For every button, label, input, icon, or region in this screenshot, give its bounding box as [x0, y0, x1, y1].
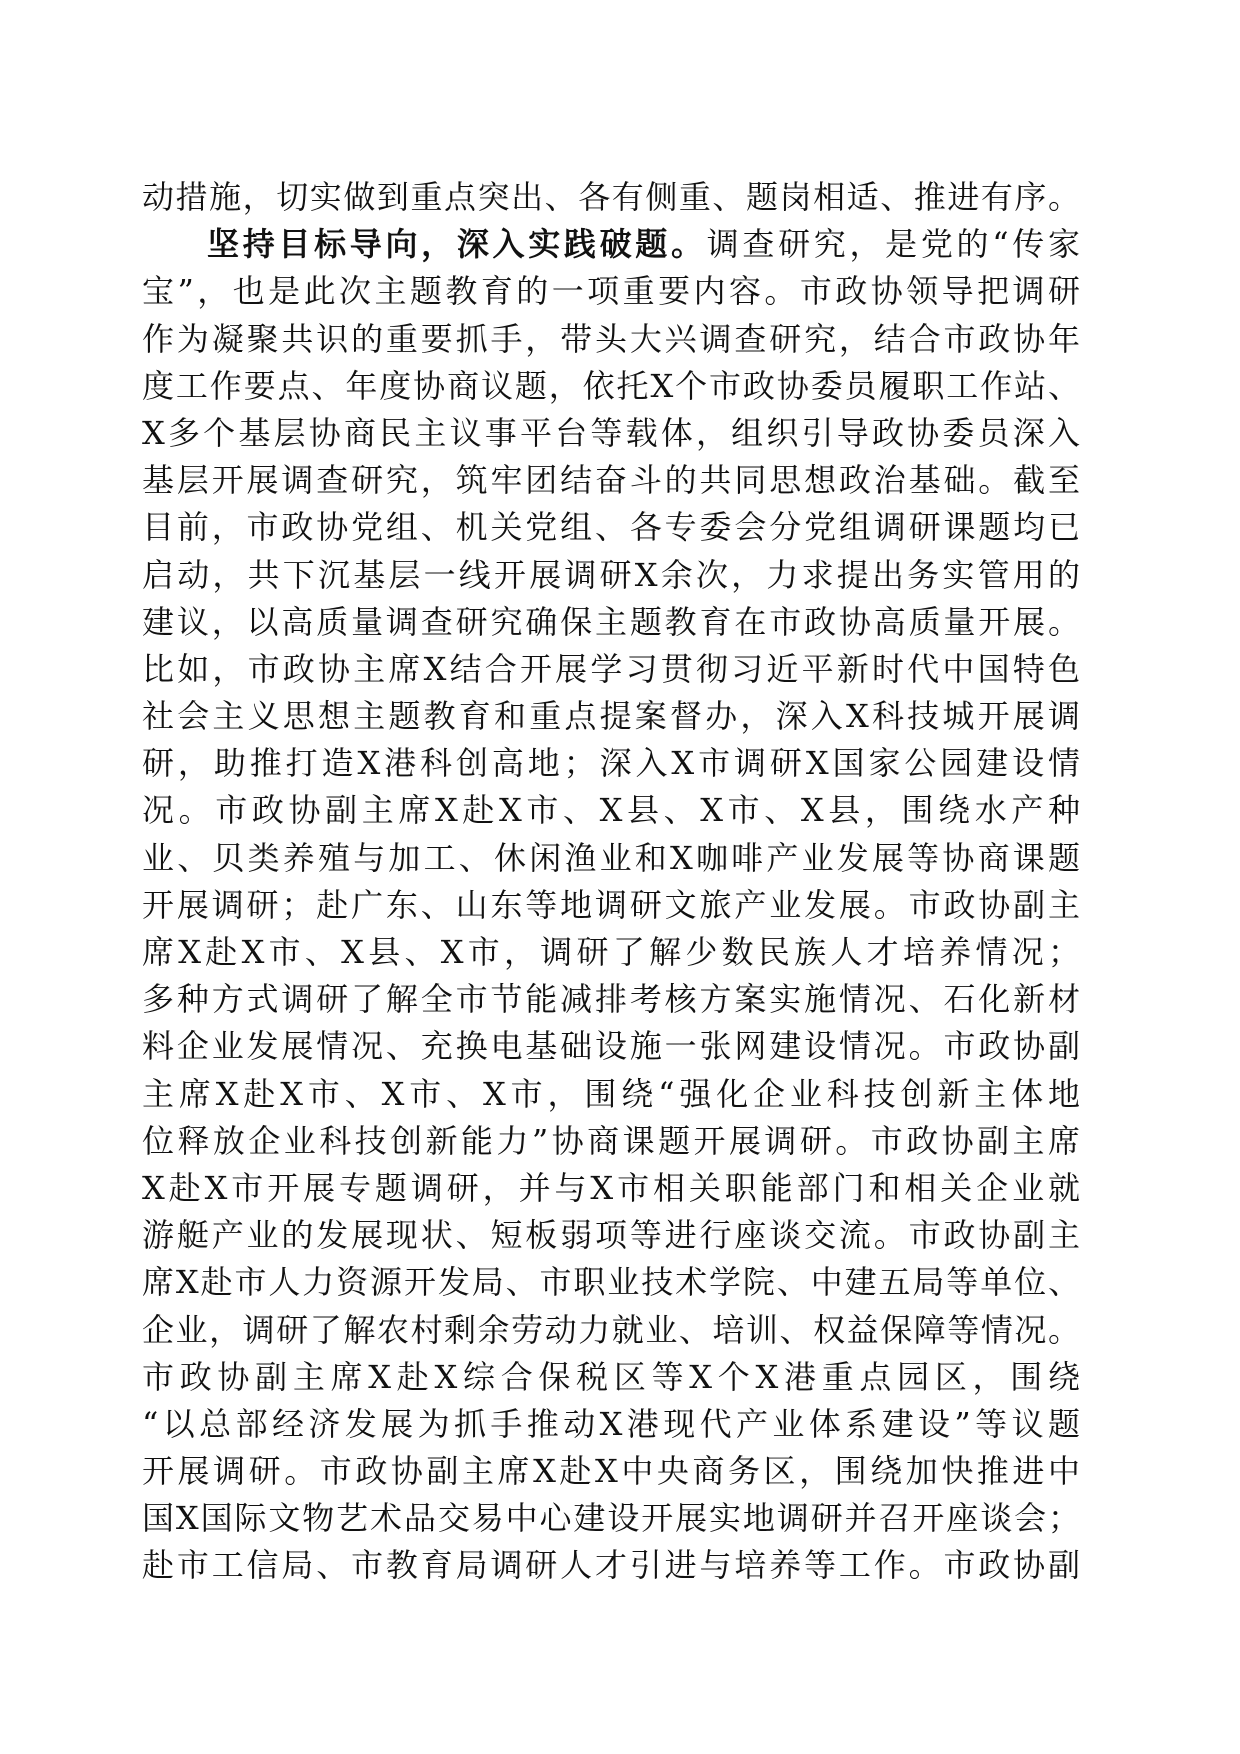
text-line: X赴X市开展专题调研，并与X市相关职能部门和相关企业就 [142, 1168, 1080, 1207]
text-line: 料企业发展情况、充换电基础设施一张网建设情况。市政协副 [142, 1027, 1080, 1066]
text-line: 席X赴市人力资源开发局、市职业技术学院、中建五局等单位、 [142, 1263, 1080, 1302]
text-line: 席X赴X市、X县、X市，调研了解少数民族人才培养情况； [142, 933, 1080, 971]
text-line: 建议，以高质量调查研究确保主题教育在市政协高质量开展。 [142, 602, 1080, 641]
text-line: 启动，共下沉基层一线开展调研X余次，力求提出务实管用的 [142, 555, 1080, 594]
section-heading: 坚持目标导向，深入实践破题。 [207, 225, 707, 264]
text-line: 游艇产业的发展现状、短板弱项等进行座谈交流。市政协副主 [142, 1216, 1080, 1255]
text-line: 位释放企业科技创新能力”协商课题开展调研。市政协副主席 [142, 1121, 1080, 1160]
text-line: 多种方式调研了解全市节能减排考核方案实施情况、石化新材 [142, 980, 1080, 1019]
text-line: 目前，市政协党组、机关党组、各专委会分党组调研课题均已 [142, 508, 1080, 547]
text-line: 动措施，切实做到重点突出、各有侧重、题岗相适、推进有序。 [142, 178, 1080, 216]
text-line: 市政协副主席X赴X综合保税区等X个X港重点园区，围绕 [142, 1357, 1080, 1396]
text-line: 国X国际文物艺术品交易中心建设开展实地调研并召开座谈会； [142, 1499, 1080, 1538]
text-line: 企业，调研了解农村剩余劳动力就业、培训、权益保障等情况。 [142, 1310, 1080, 1349]
text-line: 主席X赴X市、X市、X市，围绕“强化企业科技创新主体地 [142, 1074, 1080, 1113]
text-line: 开展调研。市政协副主席X赴X中央商务区，围绕加快推进中 [142, 1452, 1080, 1491]
text-line: 基层开展调查研究，筑牢团结奋斗的共同思想政治基础。截至 [142, 461, 1080, 500]
text-line: 赴市工信局、市教育局调研人才引进与培养等工作。市政协副 [142, 1546, 1080, 1585]
text-line: 作为凝聚共识的重要抓手，带头大兴调查研究，结合市政协年 [142, 319, 1080, 358]
text-line: “以总部经济发展为抓手推动X港现代产业体系建设”等议题 [142, 1404, 1080, 1443]
text-line: 比如，市政协主席X结合开展学习贯彻习近平新时代中国特色 [142, 649, 1080, 688]
text-line: 开展调研；赴广东、山东等地调研文旅产业发展。市政协副主 [142, 885, 1080, 924]
text-line: 况。市政协副主席X赴X市、X县、X市、X县，围绕水产种 [142, 791, 1080, 830]
text-line: 业、贝类养殖与加工、休闲渔业和X咖啡产业发展等协商课题 [142, 838, 1080, 877]
text-line: 社会主义思想主题教育和重点提案督办，深入X科技城开展调 [142, 697, 1080, 736]
document-body [142, 174, 1080, 1590]
text-line-segment: 调查研究，是党的“传家 [706, 225, 1080, 264]
text-line: 宝”，也是此次主题教育的一项重要内容。市政协领导把调研 [142, 272, 1080, 311]
section-first-line [142, 221, 1080, 268]
text-line: X多个基层协商民主议事平台等载体，组织引导政协委员深入 [142, 413, 1080, 452]
text-line: 研，助推打造X港科创高地；深入X市调研X国家公园建设情 [142, 744, 1080, 783]
text-line: 度工作要点、年度协商议题，依托X个市政协委员履职工作站、 [142, 366, 1080, 405]
